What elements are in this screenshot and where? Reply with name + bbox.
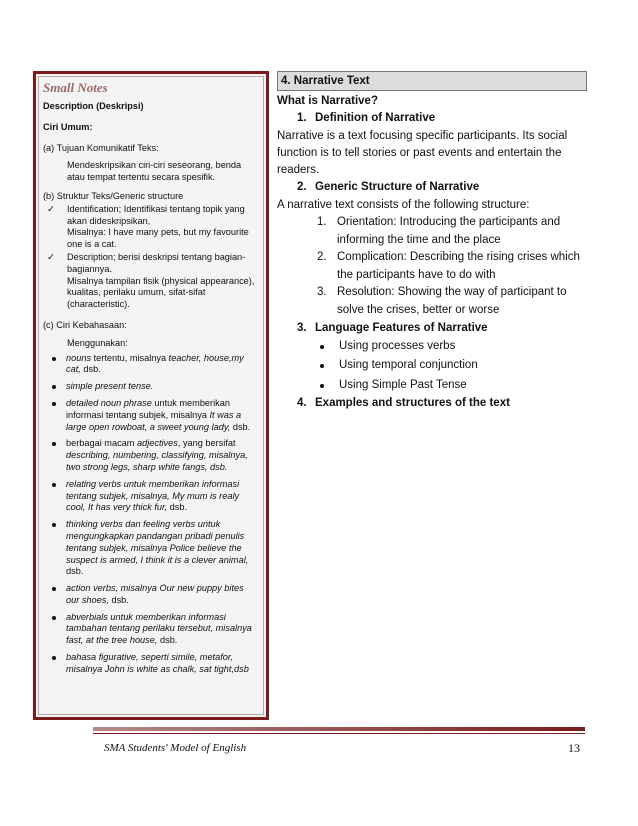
list-item: detailed noun phrase untuk memberikan informasi tentang subjek, misalnya It was a large open rowboat, a sweet young lady, dsb. xyxy=(43,398,258,433)
bullet-icon xyxy=(52,357,56,361)
ciri-umum-label: Ciri Umum: xyxy=(43,121,93,132)
language-features-list xyxy=(43,353,258,676)
list-item: simple present tense. xyxy=(43,381,258,393)
bullet-icon xyxy=(52,385,56,389)
list-item: 3. Resolution: Showing the way of participant to solve the crises, better or worse xyxy=(317,286,567,317)
bullet-icon xyxy=(52,402,56,406)
list-item: nouns tertentu, misalnya teacher, house,my cat, dsb. xyxy=(43,353,258,377)
list-item: action verbs, misalnya Our new puppy bites our shoes, dsb. xyxy=(43,583,258,607)
description-text: Description; berisi deskripsi tentang bagian-bagiannya. xyxy=(67,251,246,274)
list-item: Using Simple Past Tense xyxy=(277,376,587,396)
description-heading: Description (Deskripsi) xyxy=(43,101,144,111)
struktur-label: (b) Struktur Teks/Generic structure xyxy=(43,190,184,201)
check-icon: ✓ xyxy=(47,251,55,263)
list-item: relating verbs untuk memberikan informasi tentang subjek, misalnya, My mum is realy cool, It has very thick fur, dsb. xyxy=(43,479,258,514)
bullet-icon xyxy=(52,616,56,620)
definition-paragraph: Narrative is a text focusing specific participants. Its social function is to tell stories or past events and entertain the readers. xyxy=(277,129,568,177)
ciri-kebahasaan-label: (c) Ciri Kebahasaan: xyxy=(43,319,127,330)
page-number: 13 xyxy=(568,741,580,755)
list-item: berbagai macam adjectives, yang bersifat describing, numbering, classifying, misalnya, two strong legs, sharp white fangs, dsb. xyxy=(43,438,258,473)
structure-item-identification xyxy=(43,204,258,251)
identification-example: Misalnya: I have many pets, but my favourite one is a cat. xyxy=(67,227,249,250)
structure-intro: A narrative text consists of the following structure: xyxy=(277,198,530,211)
menggunakan-label: Menggunakan: xyxy=(67,337,128,348)
bullet-icon xyxy=(320,384,324,388)
list-item: Using temporal conjunction xyxy=(277,356,587,376)
bullet-icon xyxy=(52,656,56,660)
bullet-icon xyxy=(52,442,56,446)
list-item: bahasa figurative, seperti simile, metafor, misalnya John is white as chalk, sat tight,dsb xyxy=(43,652,258,676)
footer-divider xyxy=(93,727,585,731)
heading-definition: 1. Definition of Narrative xyxy=(297,112,436,125)
bullet-icon xyxy=(52,523,56,527)
check-icon: ✓ xyxy=(47,203,55,215)
features-list xyxy=(277,337,587,396)
heading-generic-structure: 2. Generic Structure of Narrative xyxy=(297,181,480,194)
main-content xyxy=(277,71,587,413)
list-item: Using processes verbs xyxy=(277,337,587,357)
identification-text: Identification; Identifikasi tentang topik yang akan dideskripsikan, xyxy=(67,203,245,226)
bullet-icon xyxy=(52,483,56,487)
footer-divider-thin xyxy=(93,733,585,734)
list-item: abverbials untuk memberikan informasi tambahan tentang perilaku tersebut, misalnya fast, at the tree house, dsb. xyxy=(43,612,258,647)
list-item: 1. Orientation: Introducing the participants and informing the time and the place xyxy=(317,216,561,246)
list-item: 2. Complication: Describing the rising crises which the participants have to do with xyxy=(317,251,580,281)
small-notes-box xyxy=(33,71,269,720)
bullet-icon xyxy=(320,345,324,349)
bullet-icon xyxy=(320,364,324,368)
tujuan-text: Mendeskripsikan ciri-ciri seseorang, benda atau tempat tertentu secara spesifik. xyxy=(67,160,242,183)
bullet-icon xyxy=(52,587,56,591)
question-heading: What is Narrative? xyxy=(277,95,378,107)
description-example: Misalnya tampilan fisik (physical appearance), kualitas, perilaku umum, sifat-sifat (characteristic). xyxy=(67,275,255,310)
heading-language-features: 3. Language Features of Narrative xyxy=(297,321,488,334)
list-item: thinking verbs dan feeling verbs untuk mengungkapkan pandangan pribadi penulis tentang subjek, misalnya Police believe the suspect is armed, I think it is a clever animal, dsb. xyxy=(43,519,258,578)
small-notes-title: Small Notes xyxy=(43,80,108,95)
heading-examples: 4. Examples and structures of the text xyxy=(297,397,510,410)
section-title-bar: 4. Narrative Text xyxy=(277,71,587,91)
tujuan-label: (a) Tujuan Komunikatif Teks: xyxy=(43,142,159,153)
structure-list xyxy=(277,214,587,320)
footer-title: SMA Students' Model of English xyxy=(104,742,247,754)
small-notes-inner xyxy=(38,76,264,715)
structure-item-description xyxy=(43,252,258,311)
